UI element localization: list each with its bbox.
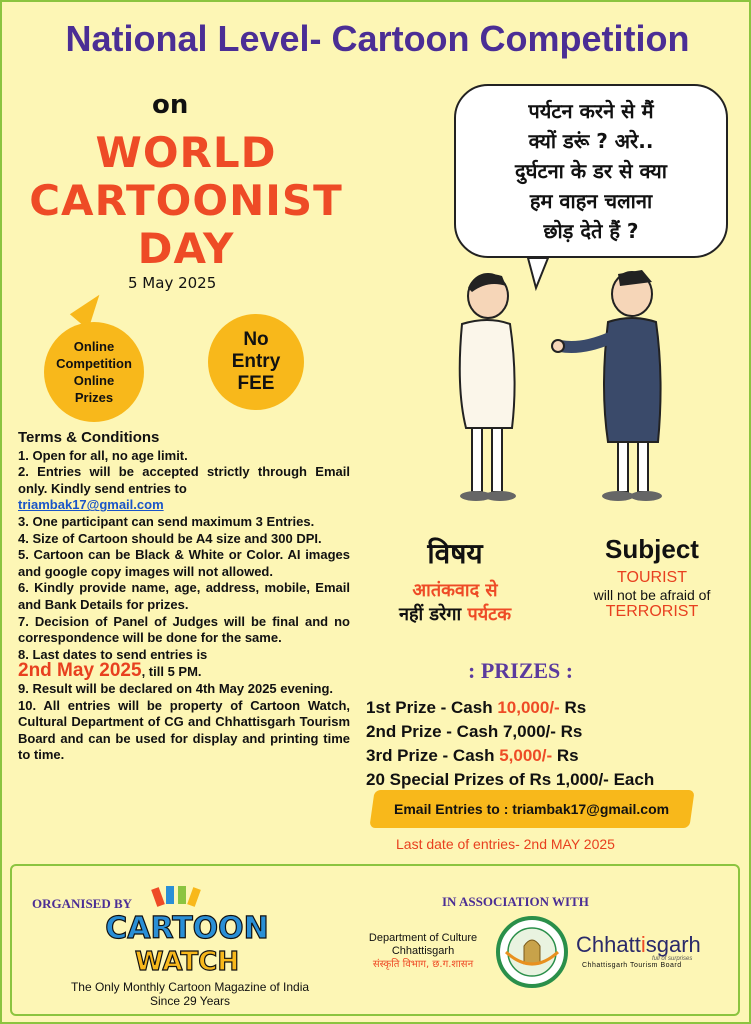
entries-email-link[interactable]: triambak17@gmail.com	[18, 497, 164, 513]
prize-text: 3rd Prize - Cash	[366, 746, 500, 765]
subject-hindi-line2a: नहीं डरेगा	[398, 604, 468, 625]
prize-first	[366, 698, 586, 718]
department-hindi: संस्कृति विभाग, छ.ग.शासन	[372, 959, 474, 970]
prize-amount: 5,000/-	[499, 746, 553, 765]
term-item: 4. Size of Cartoon should be A4 size and 300 DPI.	[18, 530, 322, 546]
subject-english	[562, 534, 742, 621]
prize-second: 2nd Prize - Cash 7,000/- Rs	[366, 722, 583, 741]
magazine-tagline	[32, 980, 348, 1008]
badge-line: Competition	[56, 356, 132, 371]
term-item: 7. Decision of Panel of Judges will be final and no correspondence will be done for the same.	[18, 613, 350, 646]
terms-section	[18, 430, 350, 764]
term-item: 3. One participant can send maximum 3 Entries.	[18, 513, 315, 529]
organised-by-label: ORGANISED BY	[32, 896, 133, 911]
chhattisgarh-logo: Chhattisgarh	[576, 932, 701, 957]
subject-english-line2: will not be afraid of	[593, 587, 711, 603]
event-title-line3: DAY	[137, 224, 235, 273]
department-line2: Chhattisgarh	[391, 945, 455, 957]
badge-line: FEE	[237, 373, 275, 394]
cartoon-watch-logo	[102, 886, 272, 978]
speech-line: छोड़ देते हैं ?	[543, 219, 639, 243]
badge-line: Entry	[231, 351, 281, 372]
event-title-line1: WORLD	[95, 128, 277, 177]
department-line1: Department of Culture	[368, 932, 478, 944]
deadline-time: , till 5 PM.	[141, 664, 202, 680]
email-entries-text: Email Entries to : triambak17@gmail.com	[394, 801, 670, 817]
email-entries-banner[interactable]	[369, 790, 694, 828]
terms-title: Terms & Conditions	[18, 429, 160, 446]
subject-english-heading: Subject	[605, 534, 699, 564]
subject-hindi	[362, 534, 548, 626]
speech-line: क्यों डरूं ? अरे..	[528, 129, 654, 153]
subject-hindi-line1: आतंकवाद से	[412, 580, 498, 601]
term-item: 2. Entries will be accepted strictly through Email only. Kindly send entries to	[18, 464, 350, 496]
badge-line: Online	[73, 339, 115, 354]
tagline-line2: Since 29 Years	[149, 994, 231, 1008]
man-left-figure	[460, 274, 516, 501]
cg-slogan: full of surprises	[652, 956, 693, 962]
term-item: 10. All entries will be property of Cartoon Watch, Cultural Department of CG and Chhattisgarh Tourism Board and can be used for display and printing time to time.	[18, 697, 350, 763]
prize-text: 1st Prize - Cash	[366, 698, 498, 717]
prize-text: Rs	[552, 746, 579, 765]
speech-line: हम वाहन चलाना	[529, 189, 653, 213]
prize-special: 20 Special Prizes of Rs 1,000/- Each	[366, 770, 655, 789]
cg-name-part2: sgarh	[645, 932, 701, 957]
cg-name-part1: Chhatt	[576, 932, 641, 957]
department-of-culture	[358, 932, 488, 971]
badge-line: Prizes	[74, 390, 114, 405]
event-date: 5 May 2025	[128, 274, 217, 292]
deadline-date: 2nd May 2025	[18, 660, 142, 682]
association-label: IN ASSOCIATION WITH	[442, 894, 589, 909]
tagline-line1: The Only Monthly Cartoon Magazine of India	[70, 980, 310, 994]
online-competition-badge	[44, 322, 144, 422]
badge-line: Online	[73, 373, 115, 388]
no-entry-fee-badge	[208, 314, 304, 410]
logo-top-text: CARTOON	[105, 911, 269, 946]
term-item: 6. Kindly provide name, age, address, mobile, Email and Bank Details for prizes.	[18, 580, 350, 612]
subject-hindi-line2b: पर्यटक	[467, 604, 512, 625]
speech-line: पर्यटन करने से मैं	[528, 99, 654, 123]
government-emblem-icon	[496, 916, 568, 988]
speech-line: दुर्घटना के डर से क्या	[515, 159, 667, 183]
subject-english-line1: TOURIST	[617, 569, 687, 586]
prize-text: Rs	[559, 698, 587, 717]
term-item: 1. Open for all, no age limit.	[18, 447, 188, 463]
page-title: National Level- Cartoon Competition	[65, 18, 690, 59]
term-item: 8. Last dates to send entries is	[18, 646, 208, 662]
prizes-title: : PRIZES :	[468, 658, 574, 683]
speech-bubble	[454, 84, 728, 258]
prize-amount: 10,000/-	[497, 698, 560, 717]
cg-tourism-board: Chhattisgarh Tourism Board	[582, 962, 682, 969]
subject-hindi-heading: विषय	[427, 537, 483, 570]
prize-third	[366, 746, 579, 766]
event-on-label: on	[152, 90, 189, 120]
cartoon-illustration	[432, 258, 682, 514]
logo-bottom-text: WATCH	[134, 947, 240, 977]
subject-english-line3: TERRORIST	[605, 603, 699, 620]
term-item: 5. Cartoon can be Black & White or Color. AI images and google copy images will not allowed.	[18, 547, 350, 579]
term-item: 9. Result will be declared on 4th May 2025 evening.	[18, 680, 333, 696]
last-date-note: Last date of entries- 2nd MAY 2025	[396, 836, 615, 852]
event-title-line2: CARTOONIST	[29, 176, 343, 225]
man-right-figure	[552, 270, 662, 501]
badge-line: No	[243, 329, 269, 350]
